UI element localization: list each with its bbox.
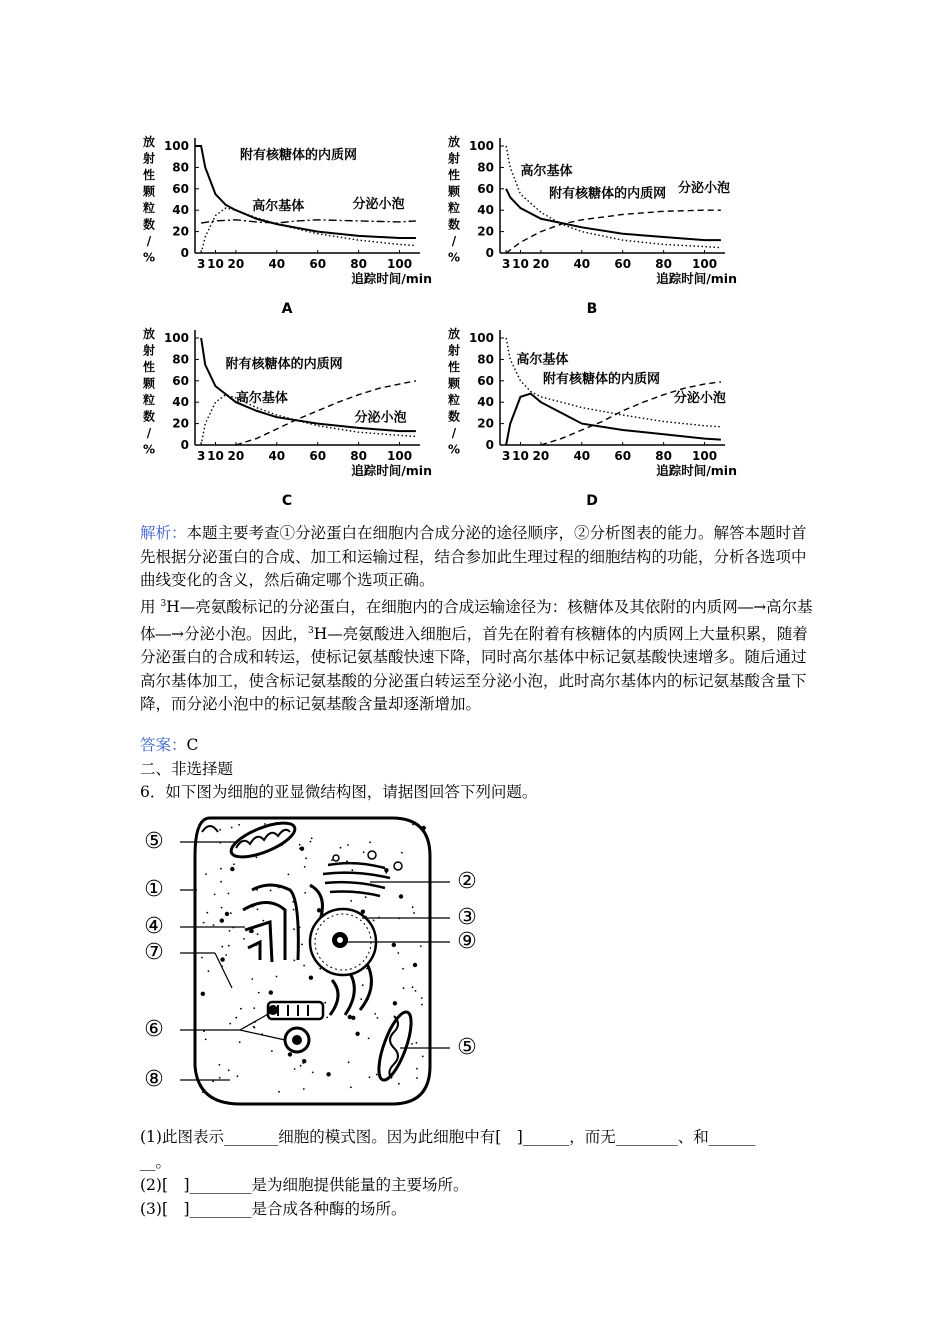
y-axis-label-char: / (146, 234, 152, 248)
cell-notch (202, 826, 218, 832)
x-axis-label: 追踪时间/min (656, 463, 737, 478)
x-tick-label: 40 (573, 449, 591, 463)
x-tick-label: 3 (196, 449, 206, 463)
x-tick-label: 40 (268, 449, 286, 463)
y-axis-label-char: % (447, 442, 461, 457)
analysis-text-2b: H—亮氨酸标记的分泌蛋白，在细胞内的合成运输途径为：核糖体及其依附的内质网―→高尔基体―→分泌小泡。因此， (140, 598, 813, 643)
y-axis-label-char: 数 (142, 217, 156, 232)
x-tick-label: 80 (655, 449, 672, 463)
y-tick-label: 100 (468, 331, 494, 345)
y-tick-label: 60 (172, 373, 189, 388)
series-label: 高尔基体 (252, 199, 305, 215)
x-tick-label: 10 (207, 257, 224, 271)
y-axis-label-char: 粒 (447, 201, 461, 215)
x-tick-label: 60 (614, 257, 632, 271)
cell-label: ⑥ (144, 1017, 164, 1042)
x-tick-label: 80 (350, 449, 367, 463)
y-axis-label-char: 放 (142, 327, 156, 341)
y-tick-label: 40 (172, 203, 189, 218)
analysis-paragraph-2 (140, 593, 820, 717)
y-tick-label: 40 (477, 203, 494, 218)
cell-label: ② (457, 869, 477, 894)
cell-label: ③ (457, 905, 477, 930)
series-label: 高尔基体 (235, 391, 288, 407)
y-axis-label-char: / (146, 426, 152, 440)
y-tick-label: 60 (477, 373, 494, 388)
y-tick-label: 80 (477, 352, 494, 367)
series-label: 分泌小泡 (677, 181, 730, 197)
y-axis-label-char: % (142, 442, 156, 457)
y-axis-label-char: 数 (447, 409, 461, 424)
analysis-text-2a: 用 (140, 598, 161, 617)
y-tick-label: 40 (172, 395, 189, 410)
y-axis-label-char: 性 (447, 168, 461, 182)
cell-label: ④ (144, 914, 164, 939)
y-tick-label: 20 (477, 224, 494, 239)
cell-diagram (140, 810, 485, 1114)
cell-diagram-svg (140, 810, 485, 1110)
x-tick-label: 60 (614, 449, 632, 463)
x-tick-label: 20 (532, 449, 550, 463)
series-label: 分泌小泡 (673, 391, 726, 407)
cell-label: ⑨ (457, 929, 477, 954)
series-label: 附有核糖体的内质网 (225, 356, 343, 372)
series-line-3 (201, 220, 416, 223)
y-axis-label-char: 粒 (447, 393, 461, 407)
x-tick-label: 40 (573, 257, 591, 271)
y-axis-label-char: % (447, 250, 461, 265)
superscript-3b: 3 (308, 625, 314, 636)
y-tick-label: 40 (477, 395, 494, 410)
chart-D (445, 320, 745, 514)
answer-value: C (186, 736, 199, 754)
y-tick-label: 80 (172, 352, 189, 367)
x-tick-label: 60 (309, 449, 327, 463)
x-axis-label: 追踪时间/min (351, 271, 432, 286)
y-axis-label-char: 性 (142, 168, 156, 182)
y-tick-label: 80 (172, 160, 189, 175)
y-tick-label: 0 (180, 246, 189, 260)
series-label: 分泌小泡 (354, 410, 407, 426)
y-tick-label: 100 (163, 139, 189, 153)
golgi-apparatus (323, 851, 402, 896)
series-label: 分泌小泡 (352, 197, 405, 213)
answer-line (140, 733, 198, 755)
y-axis-label-char: 性 (142, 360, 156, 374)
y-tick-label: 20 (172, 416, 189, 431)
y-axis-label-char: 粒 (142, 393, 156, 407)
chart-D-svg (445, 320, 745, 510)
y-axis-label-char: 颗 (447, 376, 461, 391)
cell-label: ⑤ (457, 1035, 477, 1060)
y-axis-label-char: 放 (447, 135, 461, 149)
cell-label: ⑧ (144, 1067, 164, 1092)
y-axis-label-char: 颗 (447, 184, 461, 199)
question-6-1-cont: __。 (140, 1153, 172, 1171)
y-tick-label: 0 (180, 438, 189, 452)
series-label: 高尔基体 (520, 163, 573, 179)
chart-B (445, 128, 745, 322)
y-tick-label: 20 (477, 416, 494, 431)
x-tick-label: 100 (692, 449, 718, 463)
mitochondrion-top (227, 816, 299, 864)
y-axis-label-char: 射 (142, 343, 156, 358)
y-tick-label: 0 (485, 438, 494, 452)
y-axis-label-char: 射 (142, 151, 156, 166)
question-6: 6．如下图为细胞的亚显微结构图，请据图回答下列问题。 (140, 783, 538, 801)
chart-panel-letter: B (586, 301, 598, 317)
chart-panel-letter: C (281, 493, 293, 509)
x-tick-label: 10 (207, 449, 224, 463)
x-tick-label: 20 (532, 257, 550, 271)
analysis-text-1: 本题主要考查①分泌蛋白在细胞内合成分泌的途径顺序，②分析图表的能力。解答本题时首先根据分泌蛋白的合成、加工和运输过程，结合参加此生理过程的细胞结构的功能，分析各选项中曲线变化的含义，然后确定哪个选项正确。 (140, 524, 807, 589)
y-axis-label-char: 射 (447, 151, 461, 166)
y-tick-label: 0 (485, 246, 494, 260)
y-tick-label: 20 (172, 224, 189, 239)
series-label: 附有核糖体的内质网 (240, 147, 358, 163)
y-axis-label-char: 射 (447, 343, 461, 358)
question-6-2: (2)[ ]________是为细胞提供能量的主要场所。 (140, 1176, 469, 1194)
mitochondrion-right (372, 1008, 417, 1083)
answer-label: 答案： (140, 736, 187, 754)
chart-A-svg (140, 128, 440, 318)
y-axis-label-char: 性 (447, 360, 461, 374)
analysis-label: 解析： (140, 524, 187, 542)
y-tick-label: 60 (172, 181, 189, 196)
chart-C (140, 320, 440, 514)
series-label: 附有核糖体的内质网 (542, 371, 660, 387)
y-axis-label-char: 数 (447, 217, 461, 232)
chart-C-svg (140, 320, 440, 510)
y-tick-label: 100 (163, 331, 189, 345)
analysis-paragraph-1 (140, 522, 820, 593)
y-axis-label-char: % (142, 250, 156, 265)
y-axis-label-char: 放 (447, 327, 461, 341)
y-tick-label: 60 (477, 181, 494, 196)
x-axis-label: 追踪时间/min (656, 271, 737, 286)
x-tick-label: 3 (196, 257, 206, 271)
x-tick-label: 100 (387, 449, 413, 463)
y-tick-label: 80 (477, 160, 494, 175)
y-axis-label-char: 放 (142, 135, 156, 149)
superscript-3a: 3 (160, 599, 167, 609)
series-label: 附有核糖体的内质网 (549, 186, 667, 202)
y-axis-label-char: / (451, 426, 457, 440)
y-tick-label: 100 (468, 139, 494, 153)
x-tick-label: 3 (501, 449, 511, 463)
x-tick-label: 60 (309, 257, 327, 271)
series-label: 高尔基体 (516, 352, 569, 368)
x-axis-label: 追踪时间/min (351, 463, 432, 478)
section-heading: 二、非选择题 (140, 760, 234, 778)
x-tick-label: 80 (655, 257, 672, 271)
x-tick-label: 10 (512, 257, 529, 271)
centriole-and-vesicle (268, 1002, 323, 1052)
chart-panel-letter: A (281, 301, 293, 317)
y-axis-label-char: 颗 (142, 184, 156, 199)
question-6-3: (3)[ ]________是合成各种酶的场所。 (140, 1200, 407, 1218)
x-tick-label: 3 (501, 257, 511, 271)
x-tick-label: 100 (387, 257, 413, 271)
question-6-1: (1)此图表示_______细胞的模式图。因为此细胞中有[ ]______，而无________、和______ (140, 1128, 756, 1146)
cell-label: ⑤ (144, 829, 164, 854)
chart-panel-letter: D (586, 493, 598, 509)
x-tick-label: 100 (692, 257, 718, 271)
y-axis-label-char: / (451, 234, 457, 248)
x-tick-label: 10 (512, 449, 529, 463)
chart-A (140, 128, 440, 322)
x-tick-label: 20 (227, 257, 245, 271)
x-tick-label: 80 (350, 257, 367, 271)
x-tick-label: 20 (227, 449, 245, 463)
analysis-text-2c: H—亮氨酸进入细胞后，首先在附着有核糖体的内质网上大量积累，随着分泌蛋白的合成和转运，使标记氨基酸快速下降，同时高尔基体中标记氨基酸快速增多。随后通过高尔基体加工，使含标记氨基酸的分泌蛋白转运至分泌小泡，此时高尔基体内的标记氨基酸含量下降，而分泌小泡中的标记氨基酸含量却逐渐增加。 (140, 624, 808, 714)
cell-label: ⑦ (144, 940, 164, 965)
x-tick-label: 40 (268, 257, 286, 271)
y-axis-label-char: 数 (142, 409, 156, 424)
chart-B-svg (445, 128, 745, 318)
y-axis-label-char: 粒 (142, 201, 156, 215)
y-axis-label-char: 颗 (142, 376, 156, 391)
cell-label: ① (144, 877, 164, 902)
